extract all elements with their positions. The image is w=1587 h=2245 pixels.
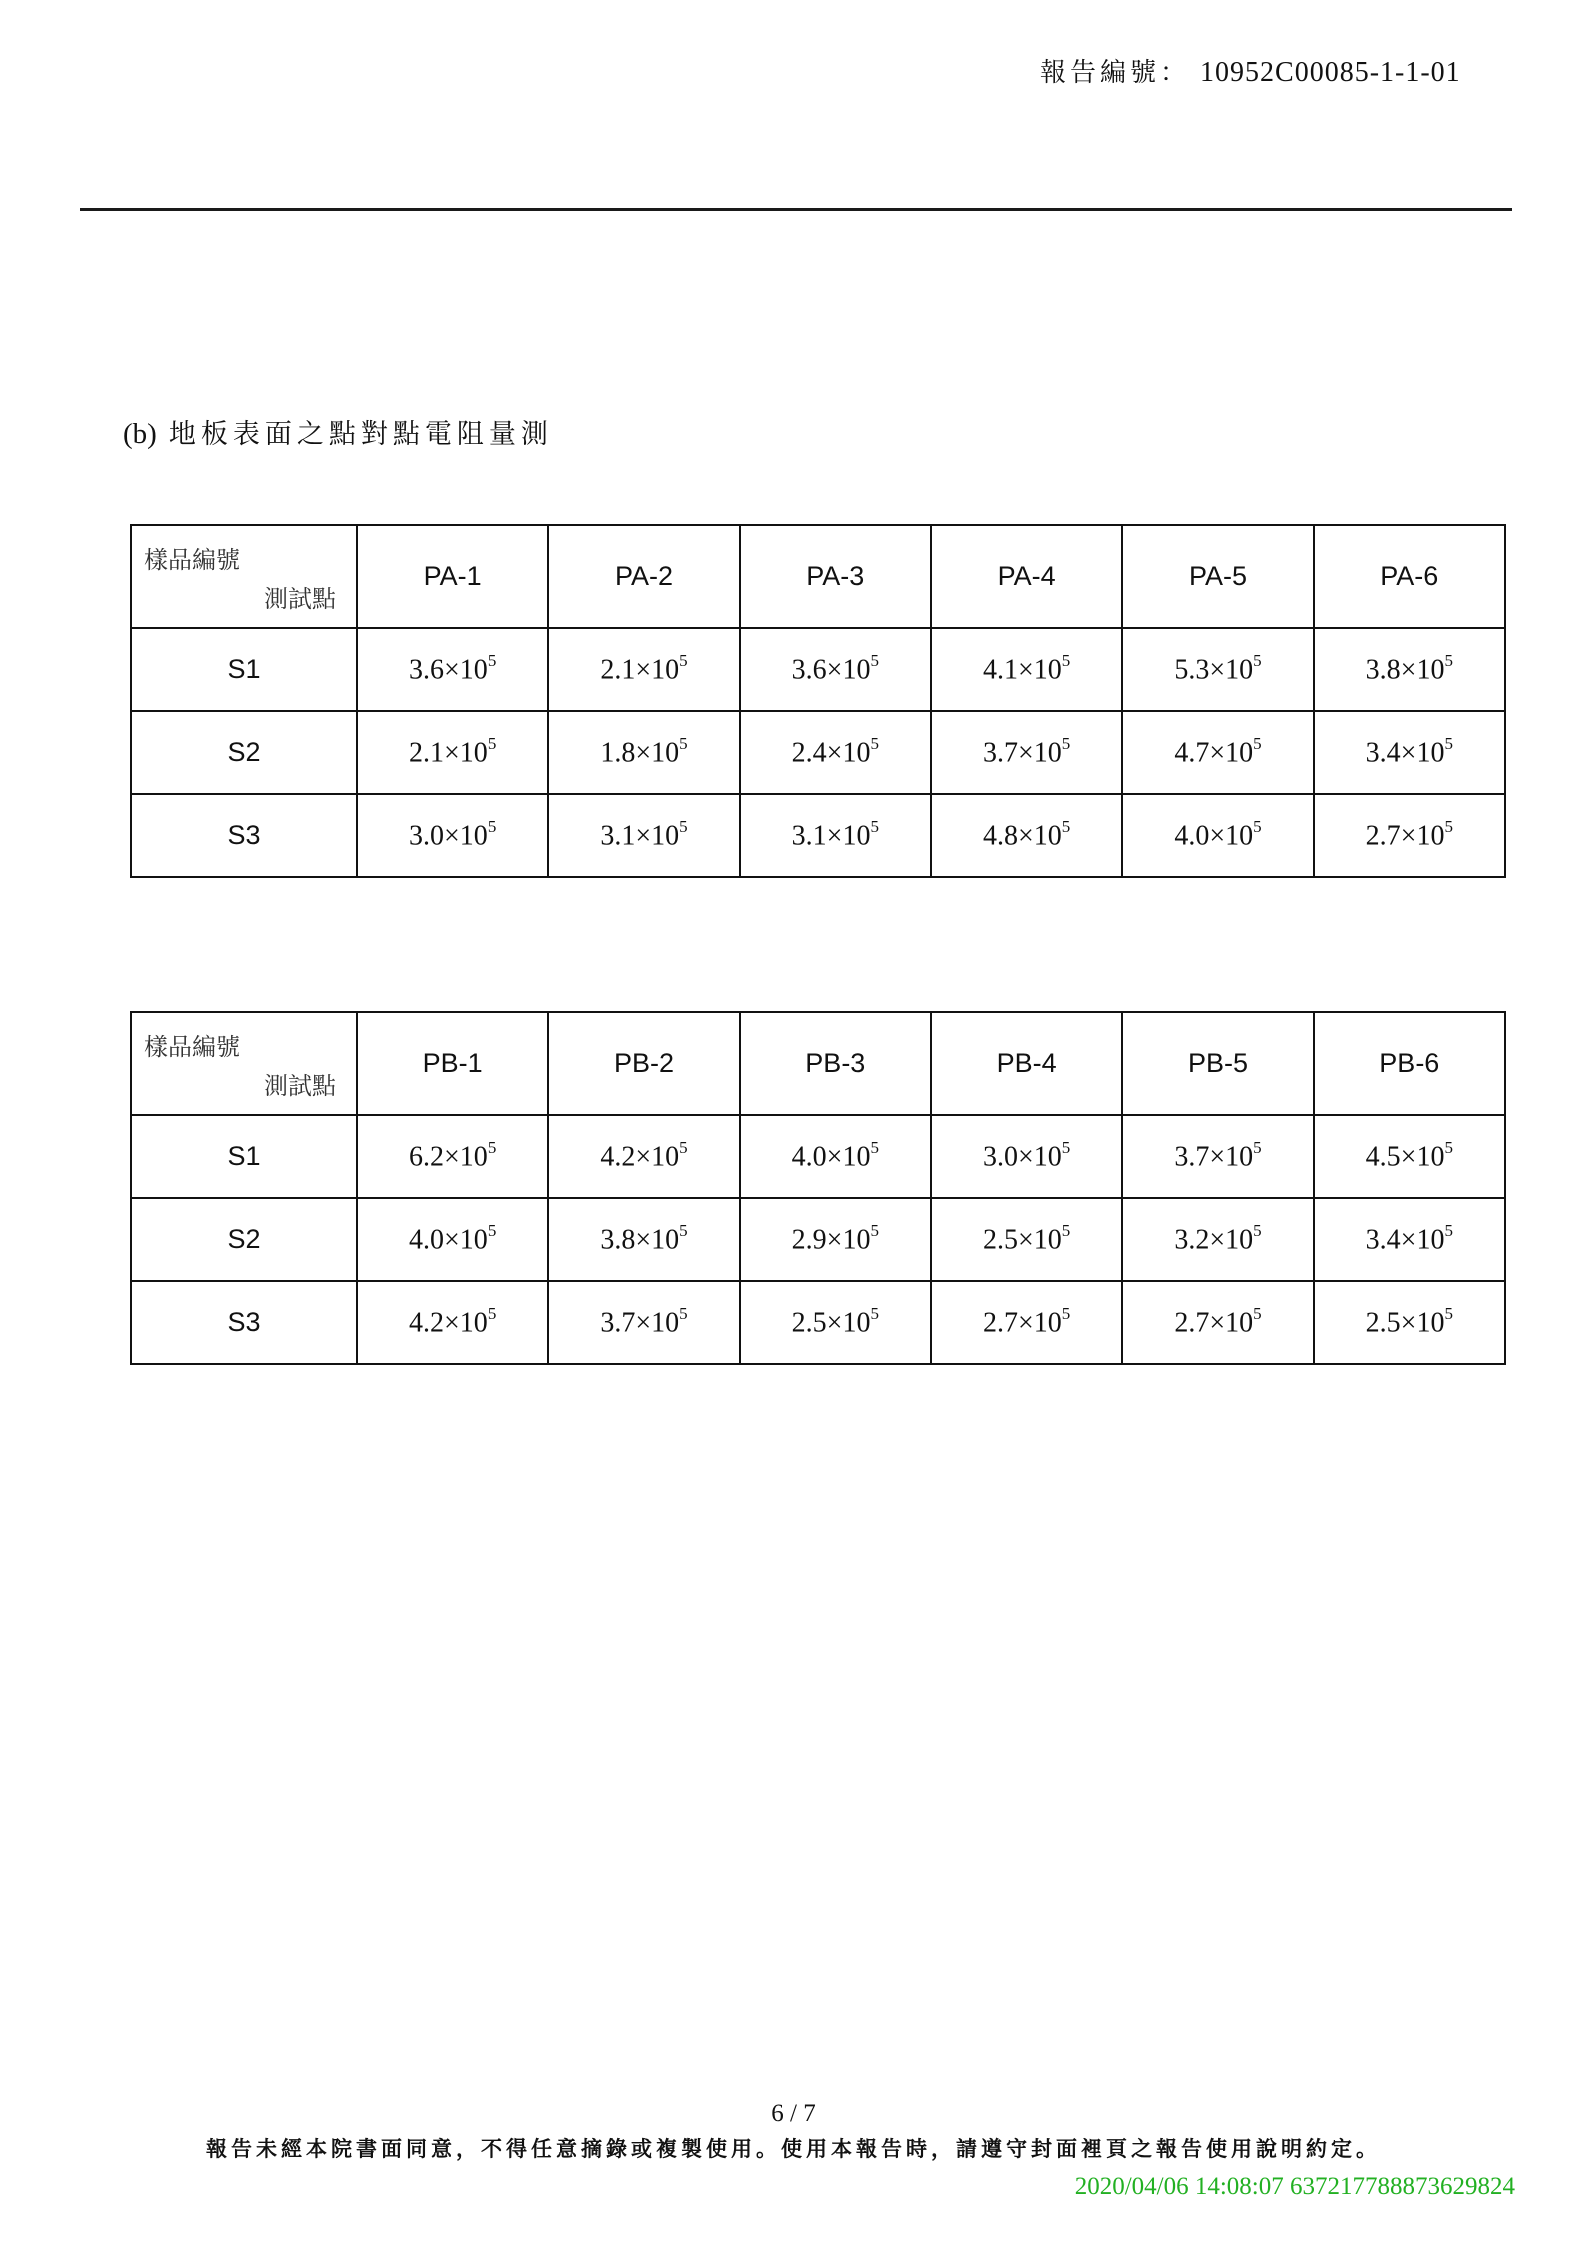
mantissa: 3.4×10 (1365, 1224, 1445, 1256)
exponent: 5 (870, 1303, 879, 1323)
column-header: PA-2 (548, 525, 739, 628)
resistance-value (1122, 711, 1313, 794)
section-prefix: (b) (123, 418, 157, 450)
exponent: 5 (1253, 733, 1262, 753)
resistance-value (740, 1281, 931, 1364)
sample-id: S1 (131, 1115, 357, 1198)
mantissa: 4.5×10 (1365, 1141, 1445, 1173)
mantissa: 4.8×10 (983, 820, 1062, 852)
column-header: PB-4 (931, 1012, 1122, 1115)
mantissa: 2.7×10 (1174, 1307, 1254, 1339)
exponent: 5 (1061, 1303, 1071, 1323)
resistance-value (740, 711, 931, 794)
resistance-table-pa (130, 524, 1506, 878)
table-row (131, 1198, 1505, 1281)
mantissa: 4.7×10 (1174, 737, 1254, 769)
exponent: 5 (1061, 1220, 1071, 1240)
mantissa: 3.2×10 (1174, 1224, 1254, 1256)
mantissa: 3.6×10 (409, 654, 488, 686)
exponent: 5 (679, 650, 688, 670)
resistance-value (931, 1198, 1122, 1281)
exponent: 5 (1061, 1137, 1071, 1157)
mantissa: 4.0×10 (409, 1224, 488, 1256)
resistance-value (1314, 1198, 1505, 1281)
exponent: 5 (1253, 1303, 1262, 1323)
resistance-value (357, 1281, 548, 1364)
exponent: 5 (1444, 1303, 1453, 1323)
column-header: PA-3 (740, 525, 931, 628)
exponent: 5 (487, 1137, 497, 1157)
resistance-value (1314, 1115, 1505, 1198)
resistance-value (1122, 1281, 1313, 1364)
resistance-value (740, 794, 931, 877)
resistance-value (1122, 794, 1313, 877)
resistance-value (1122, 1115, 1313, 1198)
exponent: 5 (870, 816, 879, 836)
report-number (1040, 52, 1461, 89)
resistance-value (357, 794, 548, 877)
exponent: 5 (1444, 1220, 1453, 1240)
mantissa: 4.2×10 (600, 1141, 680, 1173)
column-header: PA-1 (357, 525, 548, 628)
exponent: 5 (1444, 650, 1453, 670)
exponent: 5 (870, 1220, 879, 1240)
sample-id: S3 (131, 794, 357, 877)
mantissa: 3.0×10 (409, 820, 488, 852)
sample-id: S2 (131, 711, 357, 794)
mantissa: 2.5×10 (791, 1307, 871, 1339)
mantissa: 4.0×10 (1174, 820, 1254, 852)
exponent: 5 (487, 1220, 497, 1240)
section-title-text: 地板表面之點對點電阻量測 (168, 419, 553, 450)
exponent: 5 (1061, 650, 1071, 670)
mantissa: 3.1×10 (791, 820, 871, 852)
exponent: 5 (1061, 733, 1071, 753)
column-header: PB-3 (740, 1012, 931, 1115)
exponent: 5 (487, 650, 497, 670)
resistance-value (357, 1115, 548, 1198)
resistance-value (1314, 1281, 1505, 1364)
report-number-value: 10952C00085-1-1-01 (1200, 57, 1461, 88)
table-row (131, 711, 1505, 794)
resistance-value (548, 628, 739, 711)
exponent: 5 (679, 1303, 688, 1323)
exponent: 5 (870, 733, 879, 753)
exponent: 5 (1253, 1220, 1262, 1240)
exponent: 5 (1253, 1137, 1262, 1157)
corner-cell (131, 1012, 357, 1115)
usage-notice: 報告未經本院書面同意，不得任意摘錄或複製使用。使用本報告時，請遵守封面裡頁之報告使用說明約定。 (206, 2136, 1381, 2161)
resistance-value (740, 628, 931, 711)
mantissa: 2.1×10 (600, 654, 680, 686)
resistance-value (1314, 711, 1505, 794)
resistance-value (548, 1198, 739, 1281)
corner-label-sample-id: 樣品編號 (144, 545, 240, 574)
table-header-row (131, 525, 1505, 628)
resistance-value (931, 1281, 1122, 1364)
mantissa: 3.7×10 (983, 737, 1062, 769)
exponent: 5 (679, 1137, 688, 1157)
exponent: 5 (1061, 816, 1071, 836)
exponent: 5 (679, 733, 688, 753)
mantissa: 3.7×10 (600, 1307, 680, 1339)
resistance-value (357, 711, 548, 794)
mantissa: 2.5×10 (1365, 1307, 1445, 1339)
exponent: 5 (1253, 816, 1262, 836)
mantissa: 3.0×10 (983, 1141, 1062, 1173)
page-number: 6 / 7 (771, 2100, 816, 2127)
resistance-value (1122, 1198, 1313, 1281)
exponent: 5 (487, 733, 497, 753)
column-header: PB-6 (1314, 1012, 1505, 1115)
column-header: PA-5 (1122, 525, 1313, 628)
exponent: 5 (1444, 816, 1453, 836)
resistance-value (931, 1115, 1122, 1198)
sample-id: S3 (131, 1281, 357, 1364)
mantissa: 2.7×10 (983, 1307, 1062, 1339)
mantissa: 1.8×10 (600, 737, 680, 769)
exponent: 5 (487, 816, 497, 836)
exponent: 5 (870, 650, 879, 670)
table-header-row (131, 1012, 1505, 1115)
table-row (131, 794, 1505, 877)
mantissa: 2.4×10 (791, 737, 871, 769)
resistance-value (931, 794, 1122, 877)
column-header: PB-5 (1122, 1012, 1313, 1115)
header-divider (80, 208, 1512, 211)
corner-label-test-point: 測試點 (264, 584, 336, 613)
resistance-table-pb (130, 1011, 1506, 1365)
corner-label-sample-id: 樣品編號 (144, 1032, 240, 1061)
exponent: 5 (1444, 1137, 1453, 1157)
resistance-value (931, 628, 1122, 711)
resistance-value (1122, 628, 1313, 711)
mantissa: 3.8×10 (600, 1224, 680, 1256)
column-header: PB-2 (548, 1012, 739, 1115)
mantissa: 3.4×10 (1365, 737, 1445, 769)
resistance-value (548, 711, 739, 794)
exponent: 5 (679, 816, 688, 836)
mantissa: 2.5×10 (983, 1224, 1062, 1256)
column-header: PB-1 (357, 1012, 548, 1115)
mantissa: 2.9×10 (791, 1224, 871, 1256)
resistance-value (1314, 794, 1505, 877)
resistance-value (548, 794, 739, 877)
print-timestamp: 2020/04/06 14:08:07 637217788873629824 (1074, 2173, 1515, 2200)
mantissa: 4.0×10 (791, 1141, 871, 1173)
mantissa: 3.1×10 (600, 820, 680, 852)
section-title (123, 412, 553, 451)
table-row (131, 1281, 1505, 1364)
resistance-value (740, 1198, 931, 1281)
sample-id: S1 (131, 628, 357, 711)
mantissa: 5.3×10 (1174, 654, 1254, 686)
report-number-label: 報告編號： (1040, 58, 1191, 88)
mantissa: 3.6×10 (791, 654, 871, 686)
exponent: 5 (870, 1137, 879, 1157)
exponent: 5 (679, 1220, 688, 1240)
exponent: 5 (1444, 733, 1453, 753)
mantissa: 2.1×10 (409, 737, 488, 769)
sample-id: S2 (131, 1198, 357, 1281)
table-row (131, 628, 1505, 711)
mantissa: 3.8×10 (1365, 654, 1445, 686)
mantissa: 4.1×10 (983, 654, 1062, 686)
column-header: PA-6 (1314, 525, 1505, 628)
table-row (131, 1115, 1505, 1198)
corner-cell (131, 525, 357, 628)
mantissa: 4.2×10 (409, 1307, 488, 1339)
resistance-value (357, 1198, 548, 1281)
resistance-value (548, 1115, 739, 1198)
exponent: 5 (487, 1303, 497, 1323)
corner-label-test-point: 測試點 (264, 1071, 336, 1100)
resistance-value (740, 1115, 931, 1198)
resistance-value (931, 711, 1122, 794)
mantissa: 2.7×10 (1365, 820, 1445, 852)
mantissa: 3.7×10 (1174, 1141, 1254, 1173)
column-header: PA-4 (931, 525, 1122, 628)
exponent: 5 (1253, 650, 1262, 670)
resistance-value (1314, 628, 1505, 711)
mantissa: 6.2×10 (409, 1141, 488, 1173)
resistance-value (357, 628, 548, 711)
resistance-value (548, 1281, 739, 1364)
